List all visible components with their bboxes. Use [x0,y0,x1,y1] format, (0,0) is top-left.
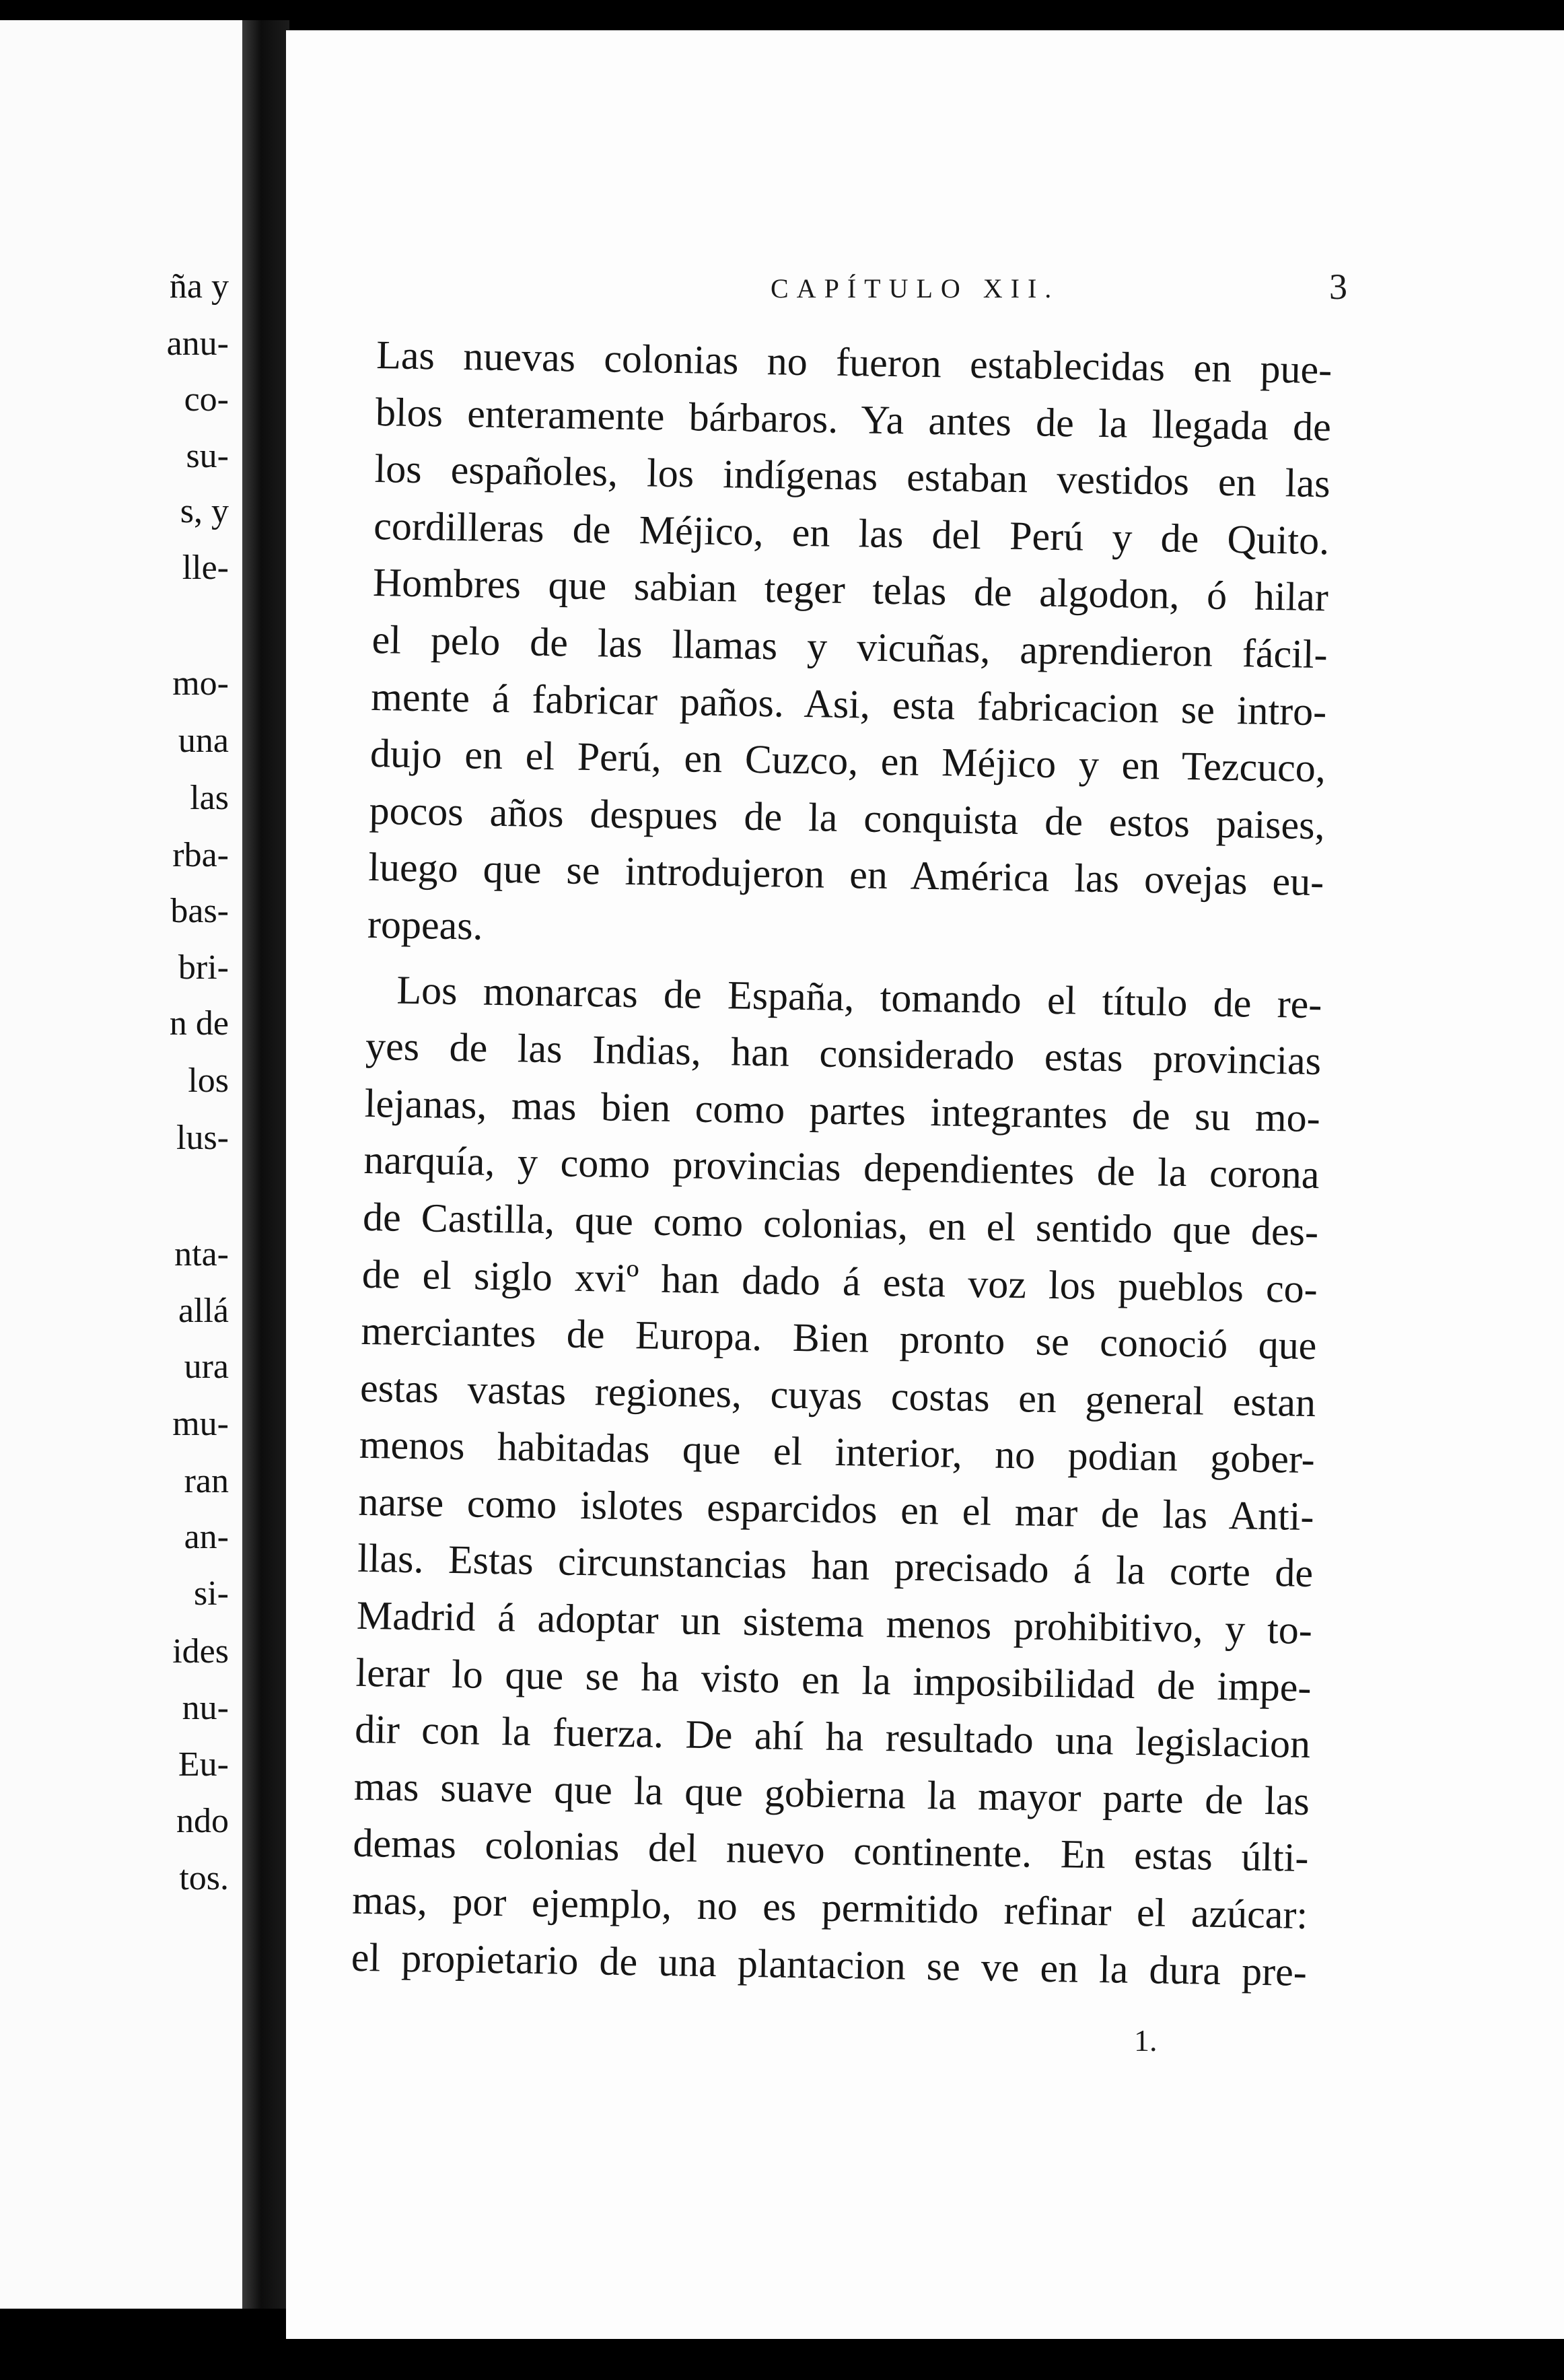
left-page-line-fragment: ndo [176,1802,229,1840]
left-page-line-fragment: anu- [166,324,229,363]
left-page-line-fragment: co- [184,380,229,419]
left-page-line-fragment: an- [184,1518,229,1556]
text-line: blos enteramente bárbaros. Ya antes de la llegada de [375,389,1332,449]
left-page-line-fragment: allá [178,1292,229,1330]
left-page-line-fragment: ura [184,1348,229,1386]
left-page-line-fragment: las [190,779,229,817]
book-page [286,30,1564,2339]
text-line: merciantes de Europa. Bien pronto se conoció que [361,1308,1317,1368]
text-line: pocos años despues de la conquista de estos paises, [369,788,1326,847]
text-line: mas suave que la que gobierna la mayor parte de las [353,1763,1310,1823]
text-line: narse como islotes esparcidos en el mar de las Anti- [358,1479,1314,1539]
text-line: estas vastas regiones, cuyas costas en general estan [359,1365,1316,1425]
left-page-line-fragment: nta- [174,1235,229,1273]
text-line: demas colonias del nuevo continente. En estas últi- [353,1821,1309,1881]
text-line: Madrid á adoptar un sistema menos prohibitivo, y to- [356,1593,1313,1653]
text-line: dujo en el Perú, en Cuzco, en Méjico y en Tezcuco, [369,731,1326,791]
text-line: Los monarcas de España, tomando el título de re- [396,967,1322,1026]
left-page-line-fragment: tos. [179,1859,229,1897]
text-line: mas, por ejemplo, no es permitido refinar el azúcar: [351,1877,1308,1938]
running-head: CAPÍTULO XII. [771,273,1060,304]
text-line: luego que se introdujeron en América las ovejas eu- [367,845,1324,905]
left-page-line-fragment: mo- [172,664,229,703]
left-page-line-fragment: Eu- [178,1745,229,1784]
text-line: Hombres que sabian teger telas de algodon, ó hilar [372,560,1329,620]
text-line: dir con la fuerza. De ahí ha resultado una legislacion [354,1706,1311,1767]
page-number: 3 [1329,267,1347,307]
left-page-line-fragment: nu- [182,1689,229,1727]
body-text [351,326,1332,2000]
left-page-line-fragment: su- [186,437,229,475]
text-line: menos habitadas que el interior, no podian gober- [359,1422,1316,1482]
left-page-line-fragment: bas- [170,892,229,930]
left-page-line-fragment: si- [194,1574,229,1613]
text-line: cordilleras de Méjico, en las del Perú y de Quito. [373,503,1330,563]
left-page-line-fragment: s, y [180,492,229,530]
text-line: lerar lo que se ha visto en la imposibilidad de impe- [355,1650,1312,1710]
text-line: yes de las Indias, han considerado estas provincias [365,1023,1322,1084]
left-page-line-fragment: ran [184,1462,229,1500]
text-line: de Castilla, que como colonias, en el sentido que des- [362,1194,1319,1255]
text-line: el pelo de las llamas y vicuñas, aprendieron fácil- [371,617,1328,677]
text-line: los españoles, los indígenas estaban vestidos en las [374,446,1331,506]
left-page-line-fragment: lus- [176,1119,229,1157]
left-page-line-fragment: ides [172,1632,229,1671]
text-line: narquía, y como provincias dependientes de la corona [363,1138,1320,1197]
book-gutter [242,20,289,2309]
text-line: Las nuevas colonias no fueron establecidas en pue- [376,332,1332,392]
left-page-line-fragment: rba- [172,836,229,874]
left-page-line-fragment: n de [169,1004,229,1043]
left-page-line-fragment: una [178,722,229,760]
signature-mark: 1. [1134,2023,1158,2058]
text-line: el propietario de una plantacion se ve en la dura pre- [351,1934,1308,1994]
text-line: ropeas. [367,901,484,948]
left-page-line-fragment: ña y [169,267,229,306]
left-page-line-fragment: lle- [182,549,229,587]
text-line: mente á fabricar paños. Asi, esta fabricacion se intro- [370,674,1327,734]
left-page-line-fragment: mu- [172,1405,229,1443]
text-line: de el siglo xviº han dado á esta voz los pueblos co- [361,1251,1318,1311]
left-page-line-fragment: los [188,1061,229,1100]
left-page-fragment [0,20,242,2309]
text-line: lejanas, mas bien como partes integrantes de su mo- [364,1080,1321,1140]
text-line: llas. Estas circunstancias han precisado á la corte de [357,1536,1314,1596]
left-page-line-fragment: bri- [178,948,229,987]
